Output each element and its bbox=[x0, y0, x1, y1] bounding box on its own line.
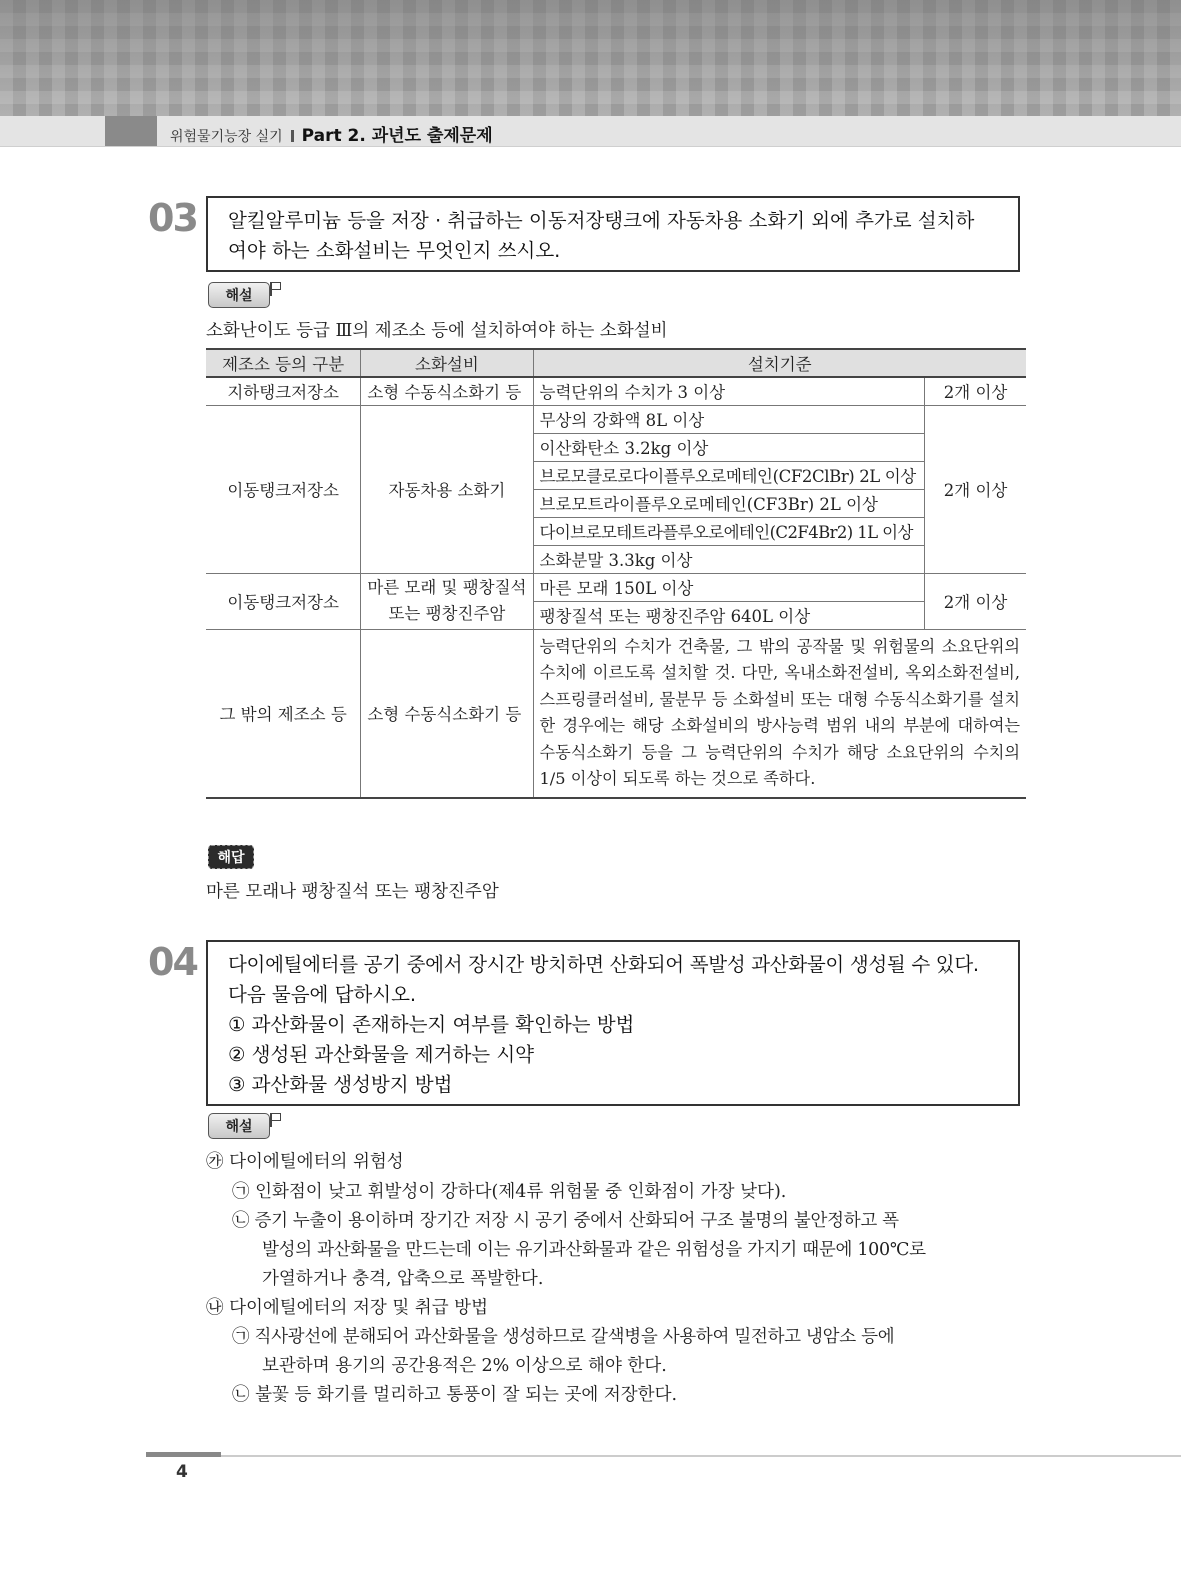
table-cell: 이동탱크저장소 bbox=[206, 405, 361, 573]
table-row bbox=[206, 629, 1026, 798]
question-line: 다음 물음에 답하시오. bbox=[228, 983, 417, 1006]
table-cell: 2개 이상 bbox=[925, 377, 1026, 405]
table-cell: 2개 이상 bbox=[925, 573, 1026, 629]
header-accent-block bbox=[105, 116, 157, 146]
table-cell bbox=[361, 573, 533, 629]
column-header: 소화설비 bbox=[361, 349, 533, 377]
table-cell: 자동차용 소화기 bbox=[361, 405, 533, 573]
explanation-line: 발성의 과산화물을 만드는데 이는 유기과산화물과 같은 위험성을 가지기 때문에 100℃로 bbox=[262, 1240, 926, 1260]
flag-icon bbox=[270, 282, 284, 296]
part-title: Part 2. 과년도 출제문제 bbox=[301, 126, 493, 146]
header-pattern-band bbox=[0, 0, 1181, 116]
table-header-row bbox=[206, 349, 1026, 377]
table-cell: 브로모트라이플루오로메테인(CF3Br) 2L 이상 bbox=[533, 489, 925, 517]
footer-rule bbox=[146, 1455, 1181, 1457]
table-cell: 이산화탄소 3.2kg 이상 bbox=[533, 433, 925, 461]
column-header: 설치기준 bbox=[533, 349, 1026, 377]
explanation-line: 보관하며 용기의 공간용적은 2% 이상으로 해야 한다. bbox=[262, 1356, 667, 1376]
table-cell: 소형 수동식소화기 등 bbox=[361, 629, 533, 798]
explanation-line: ㉡ 불꽃 등 화기를 멀리하고 통풍이 잘 되는 곳에 저장한다. bbox=[232, 1385, 678, 1405]
question-number-04: 04 bbox=[148, 940, 197, 984]
table-cell: 마른 모래 150L 이상 bbox=[533, 573, 925, 601]
table-cell: 브로모클로로다이플루오로메테인(CF2ClBr) 2L 이상 bbox=[533, 461, 925, 489]
column-header: 제조소 등의 구분 bbox=[206, 349, 361, 377]
book-title: 위험물기능장 실기 bbox=[170, 129, 283, 145]
page-number: 4 bbox=[176, 1462, 188, 1482]
question-number-03: 03 bbox=[148, 196, 197, 240]
explanation-line: ㉠ 직사광선에 분해되어 과산화물을 생성하므로 갈색병을 사용하여 밀전하고 냉암소 등에 bbox=[232, 1327, 895, 1347]
question-line: ③ 과산화물 생성방지 방법 bbox=[228, 1073, 453, 1096]
footer-accent bbox=[146, 1452, 221, 1457]
table-cell: 능력단위의 수치가 건축물, 그 밖의 공작물 및 위험물의 소요단위의 수치에 이르도록 설치할 것. 다만, 옥내소화전설비, 옥외소화전설비, 스프링클러설비, 물분무 등 소화설비 또는 대형 수동식소화기를 설치한 경우에는 해당 소화설비의 방사능력 범위 내의 부분에 대하여는 수동식소화기 등을 그 능력단위의 수치가 해당 소요단위의 수치의 1/5 이상이 되도록 하는 것으로 족하다. bbox=[533, 629, 1026, 798]
explanation-badge: 해설 bbox=[208, 1113, 270, 1139]
table-cell: 이동탱크저장소 bbox=[206, 573, 361, 629]
question-box-04 bbox=[206, 940, 1020, 1106]
table-cell: 다이브로모테트라플루오로에테인(C2F4Br2) 1L 이상 bbox=[533, 517, 925, 545]
question-line: ① 과산화물이 존재하는지 여부를 확인하는 방법 bbox=[228, 1013, 635, 1036]
table-cell: 팽창질석 또는 팽창진주암 640L 이상 bbox=[533, 601, 925, 629]
question-line: 여야 하는 소화설비는 무엇인지 쓰시오. bbox=[228, 239, 561, 262]
table-cell: 지하탱크저장소 bbox=[206, 377, 361, 405]
table-cell: 소형 수동식소화기 등 bbox=[361, 377, 533, 405]
question-box-03 bbox=[206, 196, 1020, 272]
table-row bbox=[206, 377, 1026, 405]
cell-line: 마른 모래 및 팽창질석 bbox=[367, 578, 527, 597]
answer-text: 마른 모래나 팽창질석 또는 팽창진주암 bbox=[206, 882, 499, 902]
question-line: ② 생성된 과산화물을 제거하는 시약 bbox=[228, 1043, 534, 1066]
table-cell: 무상의 강화액 8L 이상 bbox=[533, 405, 925, 433]
explanation-intro: 소화난이도 등급 Ⅲ의 제조소 등에 설치하여야 하는 소화설비 bbox=[206, 321, 668, 341]
question-line: 알킬알루미늄 등을 저장 · 취급하는 이동저장탱크에 자동차용 소화기 외에 추가로 설치하 bbox=[228, 209, 975, 232]
running-header bbox=[170, 121, 493, 146]
explanation-heading: ㉯ 다이에틸에터의 저장 및 취급 방법 bbox=[206, 1298, 488, 1318]
explanation-line: ㉡ 증기 누출이 용이하며 장기간 저장 시 공기 중에서 산화되어 구조 불명의 불안정하고 폭 bbox=[232, 1211, 899, 1231]
explanation-line: 가열하거나 충격, 압축으로 폭발한다. bbox=[262, 1269, 544, 1289]
extinguisher-spec-table bbox=[206, 348, 1026, 799]
table-row bbox=[206, 405, 1026, 433]
table-cell: 능력단위의 수치가 3 이상 bbox=[533, 377, 925, 405]
cell-line: 또는 팽창진주암 bbox=[388, 604, 506, 623]
explanation-line: ㉠ 인화점이 낮고 휘발성이 강하다(제4류 위험물 중 인화점이 가장 낮다). bbox=[232, 1182, 787, 1202]
table-cell: 2개 이상 bbox=[925, 405, 1026, 573]
explanation-badge: 해설 bbox=[208, 282, 270, 308]
question-line: 다이에틸에터를 공기 중에서 장시간 방치하면 산화되어 폭발성 과산화물이 생성될 수 있다. bbox=[228, 953, 979, 976]
table-cell: 소화분말 3.3kg 이상 bbox=[533, 545, 925, 573]
table-cell: 그 밖의 제조소 등 bbox=[206, 629, 361, 798]
header-separator bbox=[291, 130, 294, 142]
flag-icon bbox=[270, 1113, 284, 1127]
answer-badge: 해답 bbox=[208, 845, 254, 869]
table-row bbox=[206, 573, 1026, 601]
explanation-heading: ㉮ 다이에틸에터의 위험성 bbox=[206, 1152, 404, 1172]
